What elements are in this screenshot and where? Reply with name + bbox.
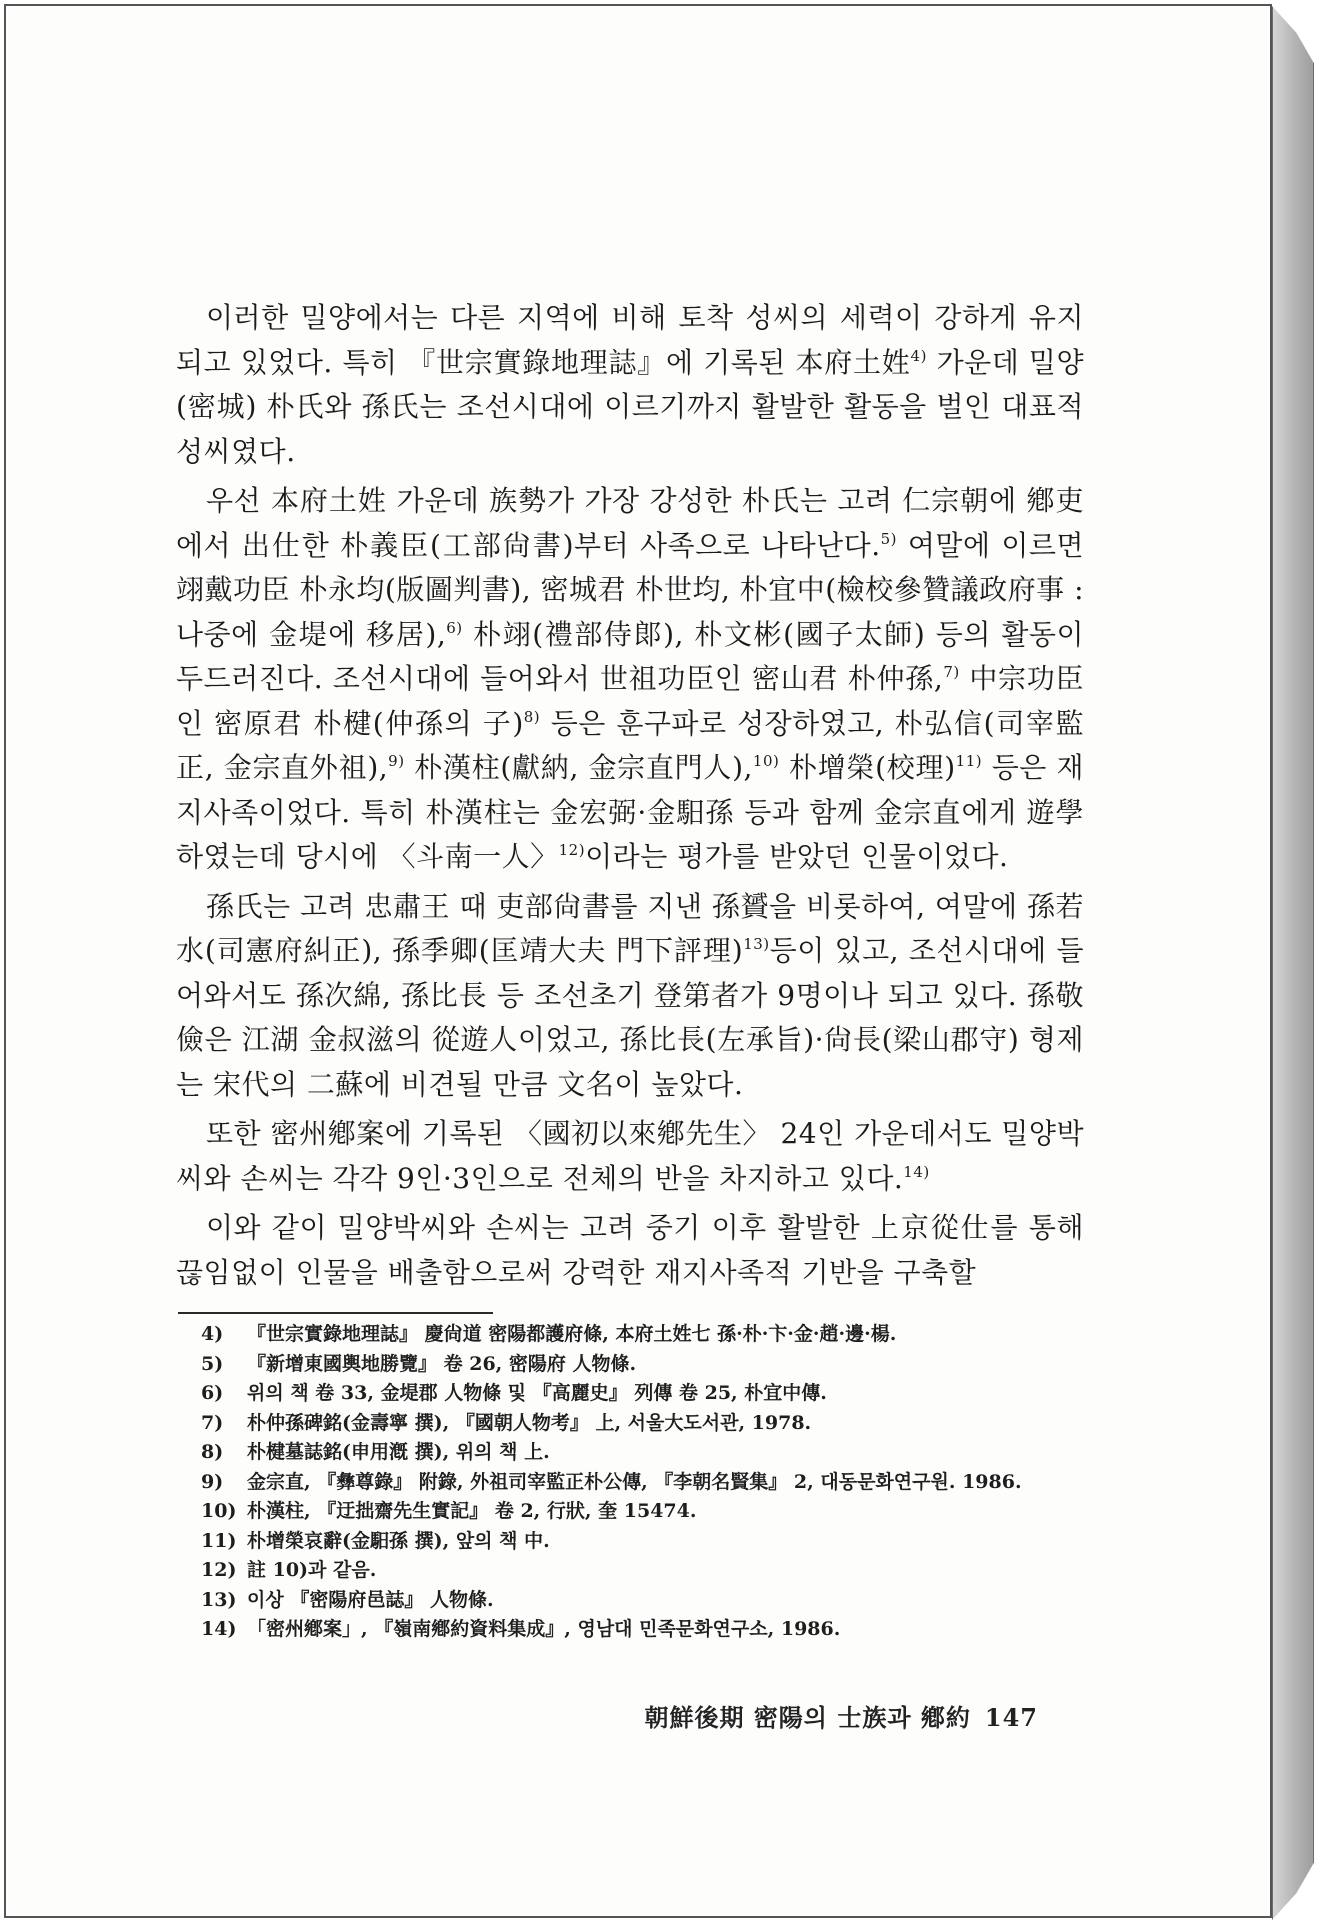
page-edge-shadow: [1272, 6, 1314, 1920]
text-run: 朴增榮(校理): [779, 751, 956, 784]
footnote-text: 朴仲孫碑銘(金壽寧 撰), 『國朝人物考』 上, 서울大도서관, 1978.: [247, 1411, 812, 1434]
footnote-text: 註 10)과 같음.: [247, 1559, 377, 1581]
footnote-ref: 14): [903, 1162, 930, 1181]
footnote-ref: 11): [955, 752, 983, 770]
footnote: [201, 1615, 1071, 1645]
footnote-text: 金宗直, 『彝尊錄』 附錄, 外祖司宰監正朴公傳, 『李朝名賢集』 2, 대동문화연구원. 1986.: [247, 1470, 1022, 1493]
footnote-separator: [178, 1312, 493, 1314]
footnote-number: 6): [201, 1382, 224, 1404]
footnote-text: 朴增榮哀辭(金馹孫 撰), 앞의 책 中.: [247, 1529, 550, 1552]
footnote: [201, 1320, 1071, 1350]
footnote-ref: 4): [910, 346, 927, 365]
footnote-text: 이상 『密陽府邑誌』 人物條.: [247, 1588, 494, 1611]
paragraph: [176, 479, 1084, 880]
footnote: [201, 1379, 1071, 1409]
text-run: 孫氏는 고려 忠肅王 때 吏部尙書를 지낸 孫贇을 비롯하여, 여말에 孫若水(司憲府糾正), 孫季卿(匡靖大夫 門下評理): [176, 889, 1084, 967]
text-run: 우선 本府土姓 가운데 族勢가 가장 강성한 朴氏는 고려 仁宗朝에 鄕吏에서 出仕한 朴義臣(工部尙書)부터 사족으로 나타난다.: [176, 484, 1084, 562]
footnote-number: 14): [201, 1618, 237, 1640]
footnote: [201, 1586, 1071, 1616]
footnote-text: 朴漢柱, 『迂拙齋先生實記』 卷 2, 行狀, 奎 15474.: [247, 1500, 697, 1522]
paragraph: [176, 1112, 1084, 1201]
footnote-number: 11): [201, 1529, 237, 1552]
book-page: [4, 4, 1272, 1918]
text-run: 등은 훈구파로 성장하였고, 朴弘信(司宰監正, 金宗直外祖),: [176, 706, 1084, 784]
text-run: 朴漢柱(獻納, 金宗直門人),: [404, 751, 753, 784]
page-number: 147: [984, 1703, 1038, 1732]
footnote-text: 「密州鄕案」, 『嶺南鄕約資料集成』, 영남대 민족문화연구소, 1986.: [247, 1618, 841, 1640]
footnote-number: 4): [201, 1323, 224, 1345]
footnote-ref: 6): [446, 618, 463, 637]
text-run: 이와 같이 밀양박씨와 손씨는 고려 중기 이후 활발한 上京從仕를 통해 끊임없이 인물을 배출함으로써 강력한 재지사족적 기반을 구축할: [176, 1211, 1084, 1289]
footnote-number: 8): [201, 1441, 224, 1463]
footnote-ref: 8): [523, 707, 541, 726]
footnote-ref: 12): [558, 841, 586, 859]
text-run: 등이 있고, 조선시대에 들어와서도 孫次綿, 孫比長 등 조선초기 登第者가 9명이나 되고 있다. 孫敬儉은 江湖 金叔滋의 從遊人이었고, 孫比長(左承旨)·尙長(梁山郡守) 형제는 宋代의 二蘇에 비견될 만큼 文名이 높았다.: [176, 934, 1084, 1101]
footnote-text: 『新增東國輿地勝覽』 卷 26, 密陽府 人物條.: [247, 1352, 637, 1375]
footnote-ref: 5): [880, 529, 898, 548]
running-footer-title: 朝鮮後期 密陽의 士族과 鄕約: [644, 1703, 971, 1732]
footnote-number: 10): [201, 1500, 237, 1522]
body-text: [176, 296, 1084, 1300]
paragraph: [176, 296, 1084, 474]
footnote-number: 13): [201, 1588, 237, 1611]
text-run: 이라는 평가를 받았던 인물이었다.: [585, 840, 1009, 873]
paragraph: [176, 885, 1084, 1108]
footnote: [201, 1497, 1071, 1527]
text-run: 여말에 이르면 翊戴功臣 朴永均(版圖判書), 密城君 朴世均, 朴宜中(檢校參贊議政府事 : 나중에 金堤에 移居),: [176, 528, 1085, 651]
footnote-ref: 7): [943, 663, 960, 681]
footnote-text: 『世宗實錄地理誌』 慶尙道 密陽都護府條, 本府土姓七 孫·朴·卞·金·趙·邊·楊.: [247, 1323, 897, 1345]
footnote-ref: 10): [752, 752, 780, 770]
paragraph: [176, 1206, 1084, 1295]
footnote: [201, 1438, 1071, 1468]
footnote: [201, 1527, 1071, 1557]
footnote-number: 9): [201, 1470, 224, 1493]
text-run: 등은 재지사족이었다. 특히 朴漢柱는 金宏弼·金馹孫 등과 함께 金宗直에게 遊學하였는데 당시에 〈斗南一人〉: [176, 751, 1084, 873]
footnote: [201, 1350, 1071, 1380]
text-run: 또한 密州鄕案에 기록된 〈國初以來鄕先生〉 24인 가운데서도 밀양박씨와 손씨는 각각 9인·3인으로 전체의 반을 차지하고 있다.: [176, 1117, 1084, 1195]
text-run: 朴翊(禮部侍郞), 朴文彬(國子太師) 등의 활동이 두드러진다. 조선시대에 들어와서 世祖功臣인 密山君 朴仲孫,: [176, 617, 1084, 695]
footnote: [201, 1468, 1071, 1498]
footnote: [201, 1556, 1071, 1586]
text-run: 中宗功臣인 密原君 朴楗(仲孫의 子): [176, 662, 1084, 740]
text-run: 이러한 밀양에서는 다른 지역에 비해 토착 성씨의 세력이 강하게 유지되고 있었다. 특히 『世宗實錄地理誌』에 기록된 本府土姓: [176, 301, 1084, 379]
footnote-text: 朴楗墓誌銘(申用漑 撰), 위의 책 上.: [247, 1441, 550, 1463]
footnote-number: 12): [201, 1559, 237, 1581]
footnote-number: 7): [201, 1411, 224, 1434]
running-footer: [644, 1698, 1038, 1733]
footnote: [201, 1409, 1071, 1439]
footnote-ref: 9): [388, 752, 405, 770]
footnotes: [201, 1320, 1071, 1645]
footnote-text: 위의 책 卷 33, 金堤郡 人物條 및 『高麗史』 列傳 卷 25, 朴宜中傳.: [247, 1382, 827, 1404]
footnote-number: 5): [201, 1352, 224, 1375]
text-run: 가운데 밀양(密城) 朴氏와 孫氏는 조선시대에 이르기까지 활발한 활동을 벌인 대표적 성씨였다.: [176, 345, 1085, 468]
footnote-ref: 13): [743, 935, 770, 953]
